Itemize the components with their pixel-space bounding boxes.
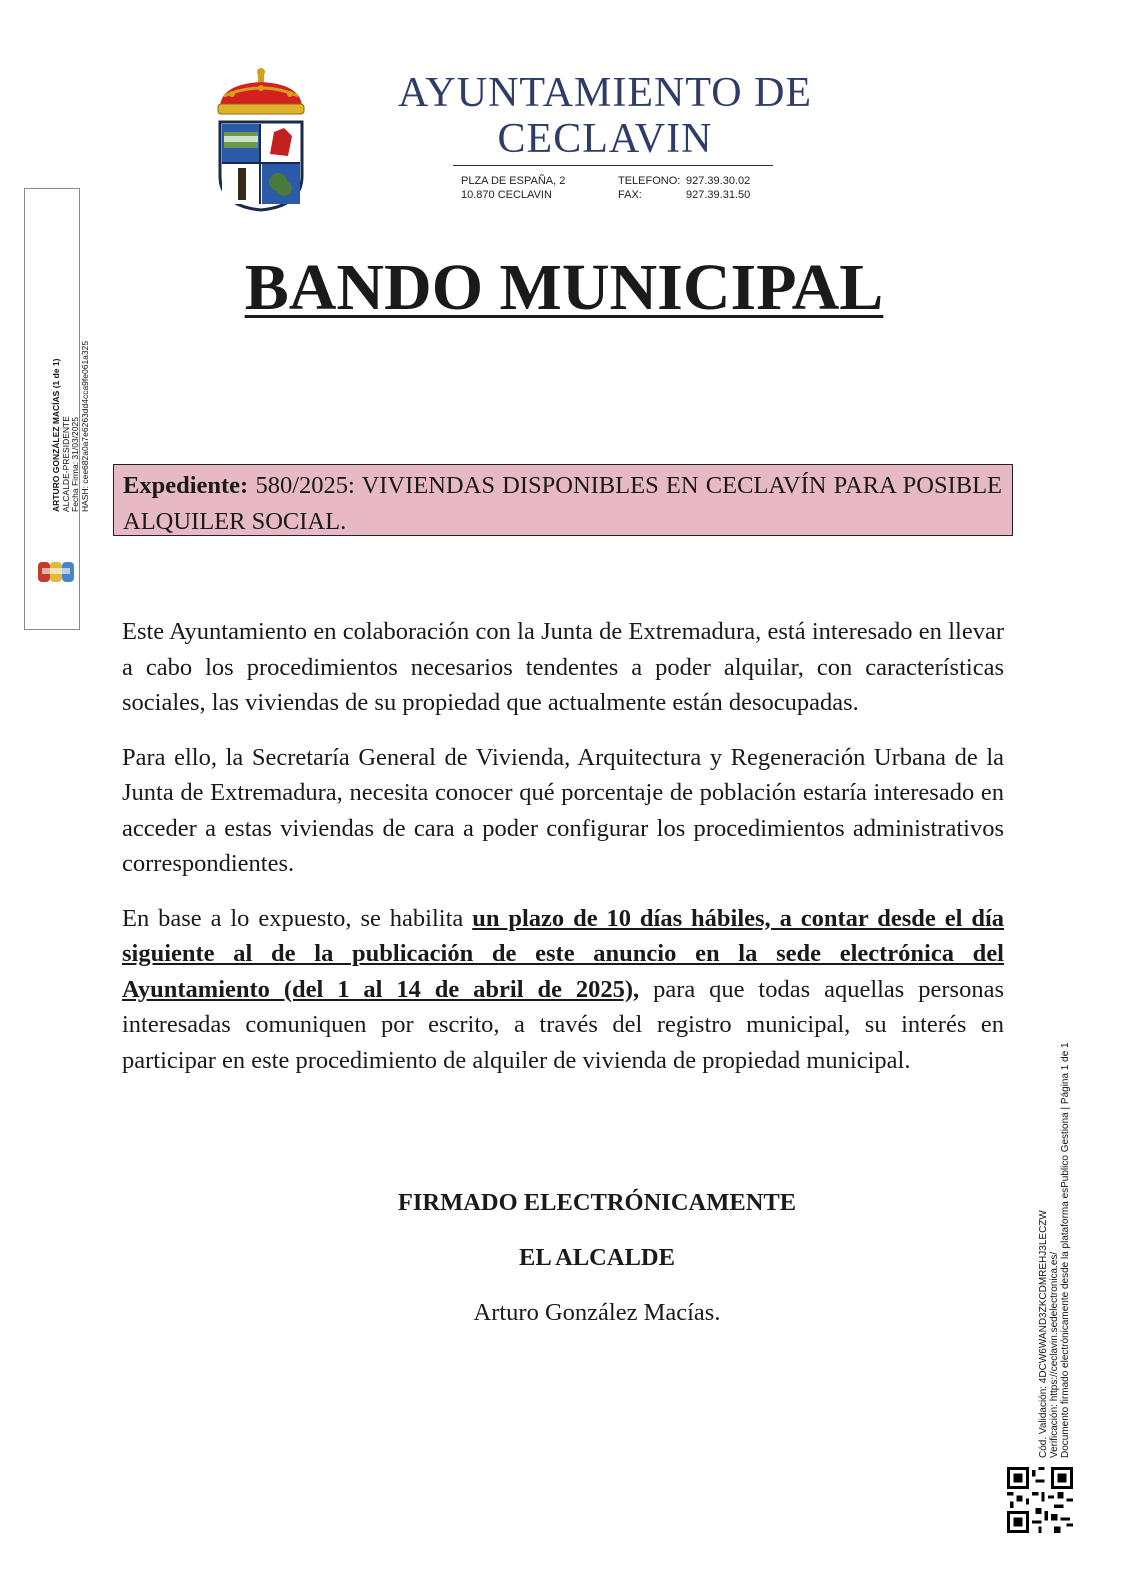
phone-label: TELEFONO: [618,175,681,187]
paragraph-3-rest: para que todas aquellas personas interesadas comuniquen por escrito, a través del registro municipal, su interés en participar en este procedimiento de alquiler de vivienda de propiedad municipal. [122,975,1004,1074]
signature-stamp-text [52,341,90,512]
stamp-logo-icon [36,558,78,588]
expediente-text: 580/2025: VIVIENDAS DISPONIBLES EN CECLAVÍN PARA POSIBLE ALQUILER SOCIAL. [123,472,1003,535]
expediente-box [113,464,1013,536]
validation-url[interactable]: Verificación: https://ceclavin.sedelectronica.es/ [1049,1251,1060,1458]
stamp-signer: ARTURO GONZÁLEZ MACÍAS (1 de 1) [51,358,61,512]
header-divider [453,165,773,166]
fax-label: FAX: [618,189,642,201]
paragraph-2: Para ello, la Secretaría General de Vivienda, Arquitectura y Regeneración Urbana de la Junta de Extremadura, necesita conocer qué porcentaje de población estaría interesado en acceder a estas viviendas de cara a poder configurar los procedimientos administrativos correspondientes. [122,743,1004,877]
address-city: 10.870 CECLAVIN [461,189,552,201]
org-line1: AYUNTAMIENTO DE [397,70,813,116]
mayor-title: EL ALCALDE [519,1244,675,1271]
stamp-date: Fecha Firma: 31/03/2025 [70,417,80,512]
title-text: BANDO MUNICIPAL [244,251,884,324]
expediente-label: Expediente: [123,472,249,499]
signed-electronically: FIRMADO ELECTRÓNICAMENTE [397,1189,797,1216]
coat-of-arms-icon [212,66,310,212]
deadline-highlight: un plazo de 10 días hábiles, a contar desde el día siguiente al de la publicación de este anuncio en la sede electrónica del Ayuntamiento (del 1 al 14 de abril de 2025), [122,904,1004,1003]
address-street: PLZA DE ESPAÑA, 2 [461,175,566,187]
paragraph-3 [122,901,1004,1079]
qr-code-icon[interactable] [1007,1467,1073,1533]
org-line2: CECLAVIN [497,116,713,162]
validation-text [1038,1042,1071,1458]
mayor-name: Arturo González Macías. [473,1299,721,1326]
stamp-role: ALCALDE-PRESIDENTE [60,416,71,512]
organization-name [340,70,870,162]
fax-number: 927.39.31.50 [686,189,751,201]
phone-number: 927.39.30.02 [686,175,751,187]
validation-code: Cód. Validación: 4DCW6WAND3ZKCDMREHJ3LECZW [1038,1210,1049,1458]
validation-note: Documento firmado electrónicamente desde la plataforma esPublico Gestiona | Página 1 de 1 [1060,1042,1071,1458]
stamp-hash: HASH: cee682a0a7e6263dd4cca9fe061a325 [79,340,90,512]
document-body [122,614,1004,1097]
paragraph-3-intro: En base a lo expuesto, se habilita [122,904,473,932]
page-title [100,252,1028,324]
paragraph-1: Este Ayuntamiento en colaboración con la Junta de Extremadura, está interesado en llevar a cabo los procedimientos necesarios tendentes a poder alquilar, con características sociales, las viviendas de su propiedad que actualmente están desocupadas. [122,618,1004,716]
